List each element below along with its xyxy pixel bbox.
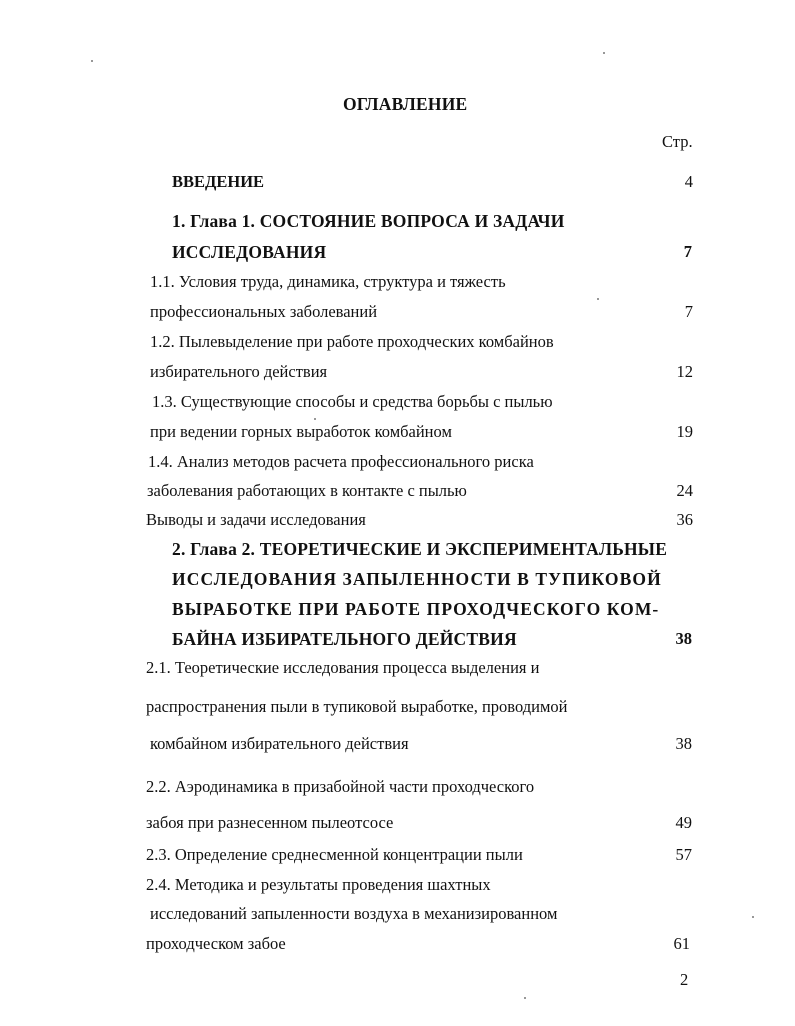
toc-chapter-1-line: ИССЛЕДОВАНИЯ bbox=[172, 242, 327, 262]
page-number: 2 bbox=[680, 970, 689, 989]
toc-chapter-2-line: БАЙНА ИЗБИРАТЕЛЬНОГО ДЕЙСТВИЯ bbox=[172, 629, 517, 649]
toc-section-line: исследований запыленности воздуха в механизированном bbox=[150, 904, 558, 923]
toc-section-line: 1.1. Условия труда, динамика, структура и тяжесть bbox=[150, 272, 506, 291]
toc-section-line: 1.4. Анализ методов расчета профессионального риска bbox=[148, 452, 534, 471]
toc-entry-intro: ВВЕДЕНИЕ bbox=[172, 172, 265, 191]
toc-page-number: 61 bbox=[673, 934, 690, 953]
toc-section-line: распространения пыли в тупиковой выработке, проводимой bbox=[146, 697, 568, 716]
page-column-header: Стр. bbox=[662, 132, 693, 151]
scan-speck bbox=[752, 916, 754, 918]
toc-section-line: Выводы и задачи исследования bbox=[146, 510, 366, 529]
toc-section-line: 1.2. Пылевыделение при работе проходческих комбайнов bbox=[150, 332, 554, 351]
toc-page-number: 57 bbox=[675, 845, 692, 864]
toc-section-line: профессиональных заболеваний bbox=[150, 302, 378, 321]
toc-page-number: 49 bbox=[675, 813, 692, 832]
toc-page-number: 7 bbox=[684, 302, 693, 321]
scan-speck bbox=[314, 418, 316, 420]
scan-speck bbox=[91, 60, 93, 62]
toc-chapter-2-line: ВЫРАБОТКЕ ПРИ РАБОТЕ ПРОХОДЧЕСКОГО КОМ- bbox=[172, 599, 660, 619]
toc-page-number: 24 bbox=[676, 481, 693, 500]
toc-chapter-2-line: 2. Глава 2. ТЕОРЕТИЧЕСКИЕ И ЭКСПЕРИМЕНТАЛЬНЫЕ bbox=[172, 539, 668, 559]
toc-page-number: 7 bbox=[683, 242, 692, 261]
toc-section-line: комбайном избирательного действия bbox=[150, 734, 409, 753]
toc-chapter-2-line: ИССЛЕДОВАНИЯ ЗАПЫЛЕННОСТИ В ТУПИКОВОЙ bbox=[172, 569, 662, 589]
toc-page-number: 38 bbox=[675, 734, 692, 753]
toc-page-number: 36 bbox=[676, 510, 693, 529]
scan-speck bbox=[603, 52, 605, 54]
toc-section-line: 1.3. Существующие способы и средства борьбы с пылью bbox=[152, 392, 553, 411]
toc-section-line: заболевания работающих в контакте с пылью bbox=[147, 481, 467, 500]
scan-speck bbox=[597, 298, 599, 300]
toc-section-line: 2.2. Аэродинамика в призабойной части проходческого bbox=[146, 777, 535, 796]
toc-section-line: забоя при разнесенном пылеотсосе bbox=[146, 813, 394, 832]
toc-section-line: проходческом забое bbox=[146, 934, 286, 953]
toc-section-line: избирательного действия bbox=[150, 362, 328, 381]
toc-page-number: 19 bbox=[676, 422, 693, 441]
toc-title: ОГЛАВЛЕНИЕ bbox=[343, 94, 468, 114]
scan-speck bbox=[524, 997, 526, 999]
toc-page-number: 12 bbox=[676, 362, 693, 381]
toc-section-line: 2.1. Теоретические исследования процесса выделения и bbox=[146, 658, 540, 677]
toc-section-line: 2.3. Определение среднесменной концентрации пыли bbox=[146, 845, 523, 864]
toc-page-number: 38 bbox=[675, 629, 692, 648]
toc-section-line: 2.4. Методика и результаты проведения шахтных bbox=[146, 875, 491, 894]
toc-page-number: 4 bbox=[684, 172, 693, 191]
toc-chapter-1-line: 1. Глава 1. СОСТОЯНИЕ ВОПРОСА И ЗАДАЧИ bbox=[172, 211, 565, 231]
toc-section-line: при ведении горных выработок комбайном bbox=[150, 422, 452, 441]
